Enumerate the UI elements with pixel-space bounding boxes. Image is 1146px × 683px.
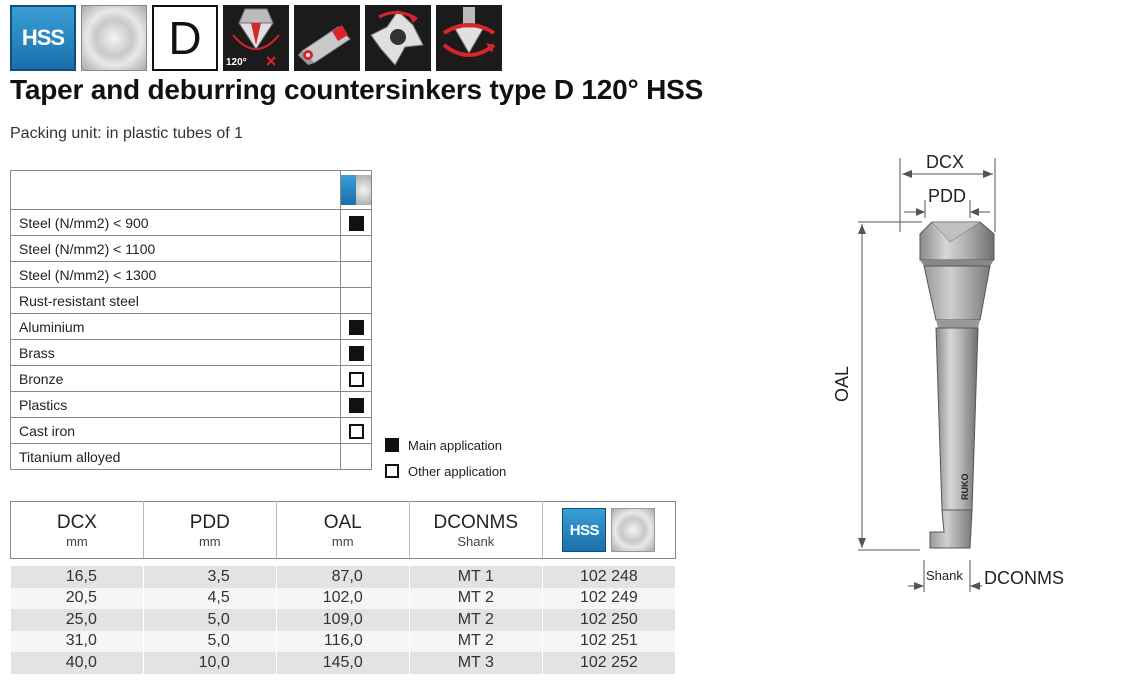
material-mark-cell [341, 392, 372, 418]
material-name: Bronze [11, 366, 341, 392]
three-flute-icon [365, 5, 431, 71]
cell-oal: 116,0 [276, 631, 409, 653]
cell-article-no: 102 252 [542, 652, 675, 674]
hss-small-icon: HSS [562, 508, 606, 552]
angle-120-icon [223, 5, 289, 71]
material-table-header [11, 171, 372, 210]
cell-dconms: MT 1 [409, 566, 542, 588]
material-mark-cell [341, 210, 372, 236]
table-row [11, 566, 676, 588]
material-row [11, 262, 372, 288]
hss-badge-label: HSS [21, 25, 65, 50]
brand-engraving: RUKO [960, 473, 970, 500]
main-application-mark [349, 216, 364, 231]
material-name: Steel (N/mm2) < 1100 [11, 236, 341, 262]
other-application-mark [349, 424, 364, 439]
cell-dconms: MT 2 [409, 609, 542, 631]
filled-square-icon [385, 438, 399, 452]
steel-surface-icon [81, 5, 147, 71]
other-application-mark [349, 372, 364, 387]
material-mark-cell [341, 314, 372, 340]
cell-dconms: MT 2 [409, 588, 542, 610]
material-name: Aluminium [11, 314, 341, 340]
dimensions-table [10, 501, 676, 674]
material-row [11, 418, 372, 444]
cell-pdd: 4,5 [143, 588, 276, 610]
table-row [11, 631, 676, 653]
material-mark-cell [341, 366, 372, 392]
material-name: Steel (N/mm2) < 900 [11, 210, 341, 236]
angle-label: 120° [226, 57, 247, 68]
material-mark-cell [341, 444, 372, 470]
material-name: Rust-resistant steel [11, 288, 341, 314]
steel-small-icon [611, 508, 655, 552]
material-row [11, 392, 372, 418]
cell-dconms: MT 2 [409, 631, 542, 653]
cell-pdd: 5,0 [143, 609, 276, 631]
cell-dcx: 16,5 [11, 566, 144, 588]
material-name: Plastics [11, 392, 341, 418]
cell-pdd: 3,5 [143, 566, 276, 588]
shank-tool-icon [294, 5, 360, 71]
material-row [11, 288, 372, 314]
cell-dcx: 31,0 [11, 631, 144, 653]
material-name: Cast iron [11, 418, 341, 444]
main-application-mark [349, 346, 364, 361]
col-pdd: PDD mm [143, 502, 276, 559]
type-d-icon [152, 5, 218, 71]
application-legend [385, 432, 506, 484]
pdd-label: PDD [928, 186, 967, 206]
legend-main-label: Main application [408, 437, 502, 453]
material-row [11, 340, 372, 366]
material-row [11, 366, 372, 392]
material-name: Titanium alloyed [11, 444, 341, 470]
main-application-mark [349, 398, 364, 413]
material-table [10, 170, 372, 470]
material-header-icon-cell [341, 171, 372, 210]
material-name: Steel (N/mm2) < 1300 [11, 262, 341, 288]
material-row [11, 444, 372, 470]
table-row [11, 588, 676, 610]
legend-other [385, 458, 506, 484]
material-mark-cell [341, 288, 372, 314]
cell-dcx: 20,5 [11, 588, 144, 610]
cell-pdd: 5,0 [143, 631, 276, 653]
cell-article-no: 102 249 [542, 588, 675, 610]
cell-pdd: 10,0 [143, 652, 276, 674]
hss-badge-icon [10, 5, 76, 71]
cell-oal: 109,0 [276, 609, 409, 631]
cell-oal: 102,0 [276, 588, 409, 610]
col-dcx: DCX mm [11, 502, 144, 559]
material-row [11, 210, 372, 236]
open-square-icon [385, 464, 399, 478]
legend-other-label: Other application [408, 463, 507, 479]
hss-steel-mini-icon [341, 175, 371, 205]
material-row [11, 314, 372, 340]
table-row [11, 652, 676, 674]
cell-oal: 87,0 [276, 566, 409, 588]
packing-unit-text: Packing unit: in plastic tubes of 1 [10, 125, 244, 142]
feature-icon-row [10, 5, 502, 71]
col-dconms: DCONMS Shank [409, 502, 542, 559]
cell-dconms: MT 3 [409, 652, 542, 674]
dimensions-table-header [11, 502, 676, 559]
page-title: Taper and deburring countersinkers type D 120° HSS [10, 74, 704, 105]
cell-oal: 145,0 [276, 652, 409, 674]
col-oal: OAL mm [276, 502, 409, 559]
cell-article-no: 102 251 [542, 631, 675, 653]
material-row [11, 236, 372, 262]
legend-main [385, 432, 506, 458]
countersink-drawing [830, 140, 1130, 610]
cell-article-no: 102 250 [542, 609, 675, 631]
col-article [542, 502, 675, 559]
rotation-cut-icon [436, 5, 502, 71]
dconms-label: DCONMS [984, 568, 1064, 588]
main-application-mark [349, 320, 364, 335]
material-name: Brass [11, 340, 341, 366]
table-row [11, 609, 676, 631]
cell-dcx: 25,0 [11, 609, 144, 631]
material-mark-cell [341, 236, 372, 262]
oal-label: OAL [832, 365, 852, 402]
type-d-label: D [168, 12, 202, 64]
material-mark-cell [341, 340, 372, 366]
material-header-blank [11, 171, 341, 210]
shank-label: Shank [926, 568, 963, 583]
cell-article-no: 102 248 [542, 566, 675, 588]
material-mark-cell [341, 262, 372, 288]
material-mark-cell [341, 418, 372, 444]
cell-dcx: 40,0 [11, 652, 144, 674]
dcx-label: DCX [926, 152, 965, 172]
